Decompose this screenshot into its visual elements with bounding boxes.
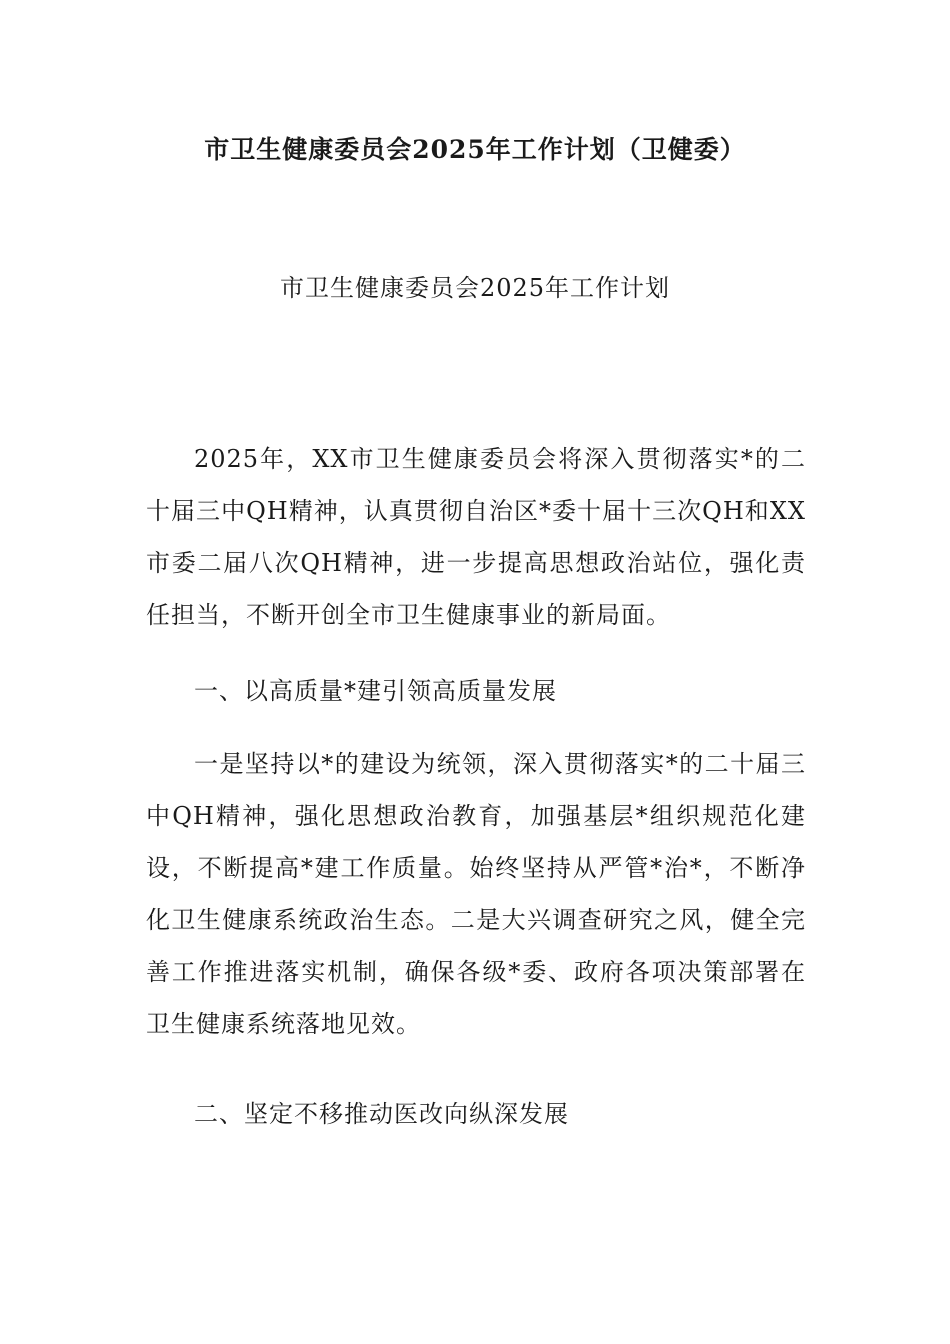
intro-paragraph: 2025年，XX市卫生健康委员会将深入贯彻落实*的二十届三中QH精神，认真贯彻自治区*委十届十三次QH和XX市委二届八次QH精神，进一步提高思想政治站位，强化责任担当，不断开创全市卫生健康事业的新局面。 [146, 445, 806, 629]
section-1-heading: 一、以高质量*建引领高质量发展 [194, 677, 557, 705]
section-1-body: 一是坚持以*的建设为统领，深入贯彻落实*的二十届三中QH精神，强化思想政治教育，加强基层*组织规范化建设，不断提高*建工作质量。始终坚持从严管*治*，不断净化卫生健康系统政治生态。二是大兴调查研究之风，健全完善工作推进落实机制，确保各级*委、政府各项决策部署在卫生健康系统落地见效。 [146, 750, 806, 1038]
document-subtitle: 市卫生健康委员会2025年工作计划 [279, 274, 671, 302]
section-2-heading: 二、坚定不移推动医改向纵深发展 [194, 1100, 569, 1128]
document-title: 市卫生健康委员会2025年工作计划（卫健委） [204, 135, 746, 164]
